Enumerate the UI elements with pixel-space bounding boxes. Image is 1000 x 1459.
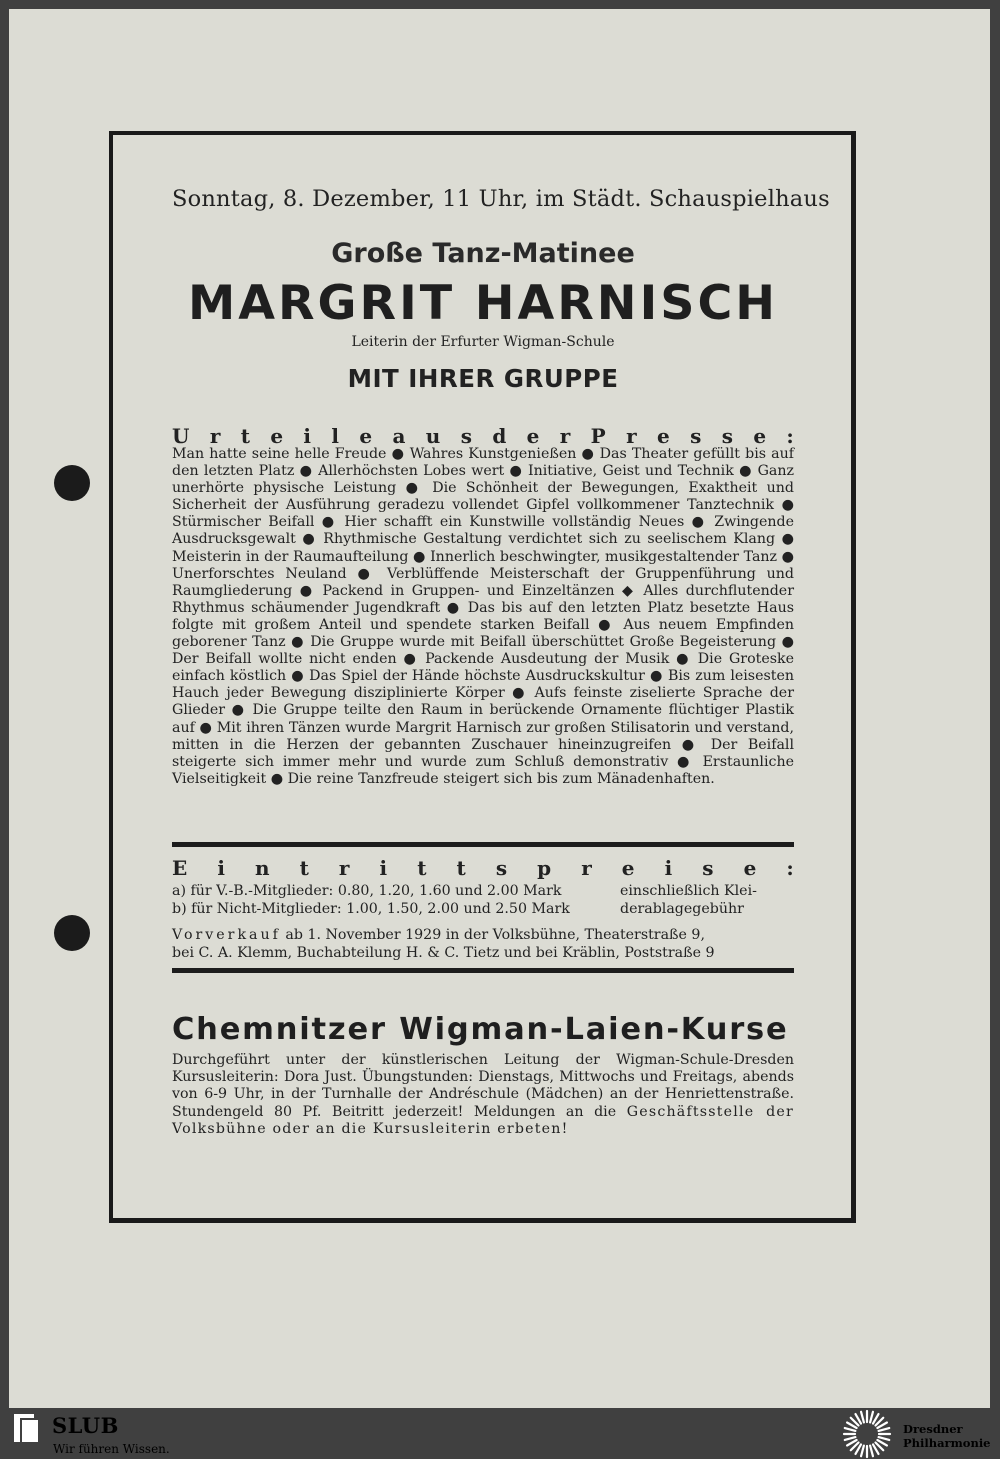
heading-letter: r xyxy=(581,856,592,880)
course-closing: Geschäftsstelle der Volksbühne oder an die Kursusleiterin erbeten! xyxy=(172,1103,794,1137)
event-date-line: Sonntag, 8. Dezember, 11 Uhr, im Städt. Schauspielhaus xyxy=(172,186,830,212)
sunburst-ray xyxy=(879,1437,890,1440)
sunburst-ray xyxy=(861,1446,864,1457)
heading-letter: i xyxy=(217,856,225,880)
heading-letter: i xyxy=(303,424,312,448)
heading-letter: s xyxy=(690,424,702,448)
heading-letter: n xyxy=(254,856,270,880)
library-motto: Wir führen Wissen. xyxy=(53,1442,170,1456)
presale-info xyxy=(172,926,794,962)
slub-book-icon xyxy=(12,1412,40,1444)
heading-letter: p xyxy=(537,856,552,880)
heading-letter: a xyxy=(392,424,406,448)
heading-letter: s xyxy=(702,856,714,880)
heading-letter: t xyxy=(299,856,309,880)
partner-name-line-2: Philharmonie xyxy=(903,1436,991,1450)
heading-letter: s xyxy=(460,424,472,448)
heading-letter: d xyxy=(492,424,507,448)
heading-letter: : xyxy=(786,856,794,880)
course-text: Durchgeführt unter der künstlerischen Leitung der Wigman-Schule-Dresden Kursusleiterin: Dora Just. Übungstunden: Dienstags, Mittwochs und Freitags, abends von 6-9 Uhr, in der Turnhalle der Andréschule (Mädchen) an der Henriettenstraße. Stundengeld 80 Pf. Beitritt jederzeit! Meldungen an die xyxy=(172,1052,794,1120)
heading-letter: e xyxy=(526,424,540,448)
event-subtitle: Große Tanz-Matinee xyxy=(331,238,635,269)
course-title: Chemnitzer Wigman-Laien-Kurse xyxy=(172,1012,789,1047)
heading-letter: e xyxy=(359,424,373,448)
price-note-line-1: einschließlich Klei- xyxy=(620,883,757,899)
press-heading xyxy=(172,424,794,448)
heading-letter: r xyxy=(559,424,571,448)
price-row-nonmembers xyxy=(172,900,794,918)
sunburst-ray xyxy=(879,1428,890,1431)
heading-letter: e xyxy=(656,424,670,448)
heading-letter: t xyxy=(417,856,427,880)
heading-letter: t xyxy=(240,424,250,448)
performer-role: Leiterin der Erfurter Wigman-Schule xyxy=(351,334,615,350)
heading-letter: e xyxy=(743,856,757,880)
heading-letter: P xyxy=(590,424,606,448)
sunburst-ring-icon xyxy=(842,1409,892,1459)
press-quotes: Man hatte seine helle Freude ● Wahres Kunstgenießen ● Das Theater gefüllt bis auf den letzten Platz ● Allerhöchsten Lobes wert ● Initiative, Geist und Technik ● Ganz unerhörte physische Leistung ● Die Schönheit der Bewegungen, Exaktheit und Sicherheit der Ausführung geradezu vollendet Gipfel vollkommener Tanztechnik ● Stürmischer Beifall ● Hier schafft ein Kunstwille vollständig Neues ● Zwingende Ausdrucksgewalt ● Rhythmische Gestaltung verdichtet sich zu seelischem Klang ● Meisterin in der Raumaufteilung ● Innerlich beschwingter, musikgestaltender Tanz ● Unerforschtes Neuland ● Verblüffende Meisterschaft der Gruppenführung und Raumgliederung ● Packend in Gruppen- und Einzeltänzen ◆ Alles durchflutender Rhythmus schäumender Jugendkraft ● Das bis auf den letzten Platz besetzte Haus folgte mit großem Anteil und spendete starken Beifall ● Aus neuem Empfinden geborener Tanz ● Die Gruppe wurde mit Beifall überschüttet Große Begeisterung ● Der Beifall wollte nicht enden ● Packende Ausdeutung der Musik ● Die Groteske einfach köstlich ● Das Spiel der Hände höchste Ausdruckskultur ● Bis zum leisesten Hauch jeder Bewegung disziplinierte Körper ● Aufs feinste ziselierte Sprache der Glieder ● Die Gruppe teilte den Raum in berückende Ornamente flüchtiger Plastik auf ● Mit ihren Tänzen wurde Margrit Harnisch zur großen Stilisatorin und verstand, mitten in die Herzen der gebannten Zuschauer hineinzugreifen ● Der Beifall steigerte sich immer mehr und wurde zum Schluß demonstrativ ● Erstaunliche Vielseitigkeit ● Die reine Tanzfreude steigert sich bis zum Mänadenhaften. xyxy=(172,446,794,787)
price-list xyxy=(172,882,794,918)
divider-rule-2 xyxy=(172,968,794,973)
punch-hole-bottom xyxy=(54,915,90,951)
performer-group: MIT IHRER GRUPPE xyxy=(347,364,619,393)
price-members: a) für V.-B.-Mitglieder: 0.80, 1.20, 1.60 und 2.00 Mark xyxy=(172,883,562,899)
presale-line-1: ab 1. November 1929 in der Volksbühne, Theaterstraße 9, xyxy=(285,927,705,943)
divider-rule-1 xyxy=(172,842,794,847)
prices-heading xyxy=(172,856,794,880)
price-nonmembers: b) für Nicht-Mitglieder: 1.00, 1.50, 2.00 und 2.50 Mark xyxy=(172,901,570,917)
heading-letter: u xyxy=(425,424,441,448)
presale-line-2: bei C. A. Klemm, Buchabteilung H. & C. Tietz und bei Kräblin, Poststraße 9 xyxy=(172,945,715,961)
heading-letter: E xyxy=(172,856,188,880)
course-description xyxy=(172,1052,794,1138)
sunburst-ray xyxy=(845,1428,856,1431)
punch-hole-top xyxy=(54,465,90,501)
heading-letter: l xyxy=(331,424,339,448)
heading-letter: r xyxy=(626,424,637,448)
heading-letter: e xyxy=(621,856,635,880)
heading-letter: r xyxy=(209,424,221,448)
heading-letter: i xyxy=(379,856,388,880)
sunburst-ray xyxy=(870,1412,873,1423)
sunburst-ray xyxy=(861,1412,864,1423)
heading-letter: : xyxy=(786,424,794,448)
partner-name-line-1: Dresdner xyxy=(903,1422,963,1436)
heading-letter: e xyxy=(270,424,284,448)
heading-letter: e xyxy=(753,424,767,448)
partner-name xyxy=(903,1422,991,1450)
price-note-line-2: derablagegebühr xyxy=(620,901,744,917)
heading-letter: t xyxy=(456,856,466,880)
heading-letter: s xyxy=(495,856,508,880)
presale-label: Vorverkauf xyxy=(172,927,281,943)
library-name: SLUB xyxy=(52,1413,119,1438)
heading-letter: i xyxy=(664,856,673,880)
heading-letter: U xyxy=(172,424,190,448)
sunburst-ray xyxy=(845,1437,856,1440)
price-row-members xyxy=(172,882,794,900)
performer-name: MARGRIT HARNISCH xyxy=(187,276,779,331)
heading-letter: s xyxy=(721,424,733,448)
heading-letter: r xyxy=(338,856,350,880)
sunburst-ray xyxy=(870,1446,873,1457)
